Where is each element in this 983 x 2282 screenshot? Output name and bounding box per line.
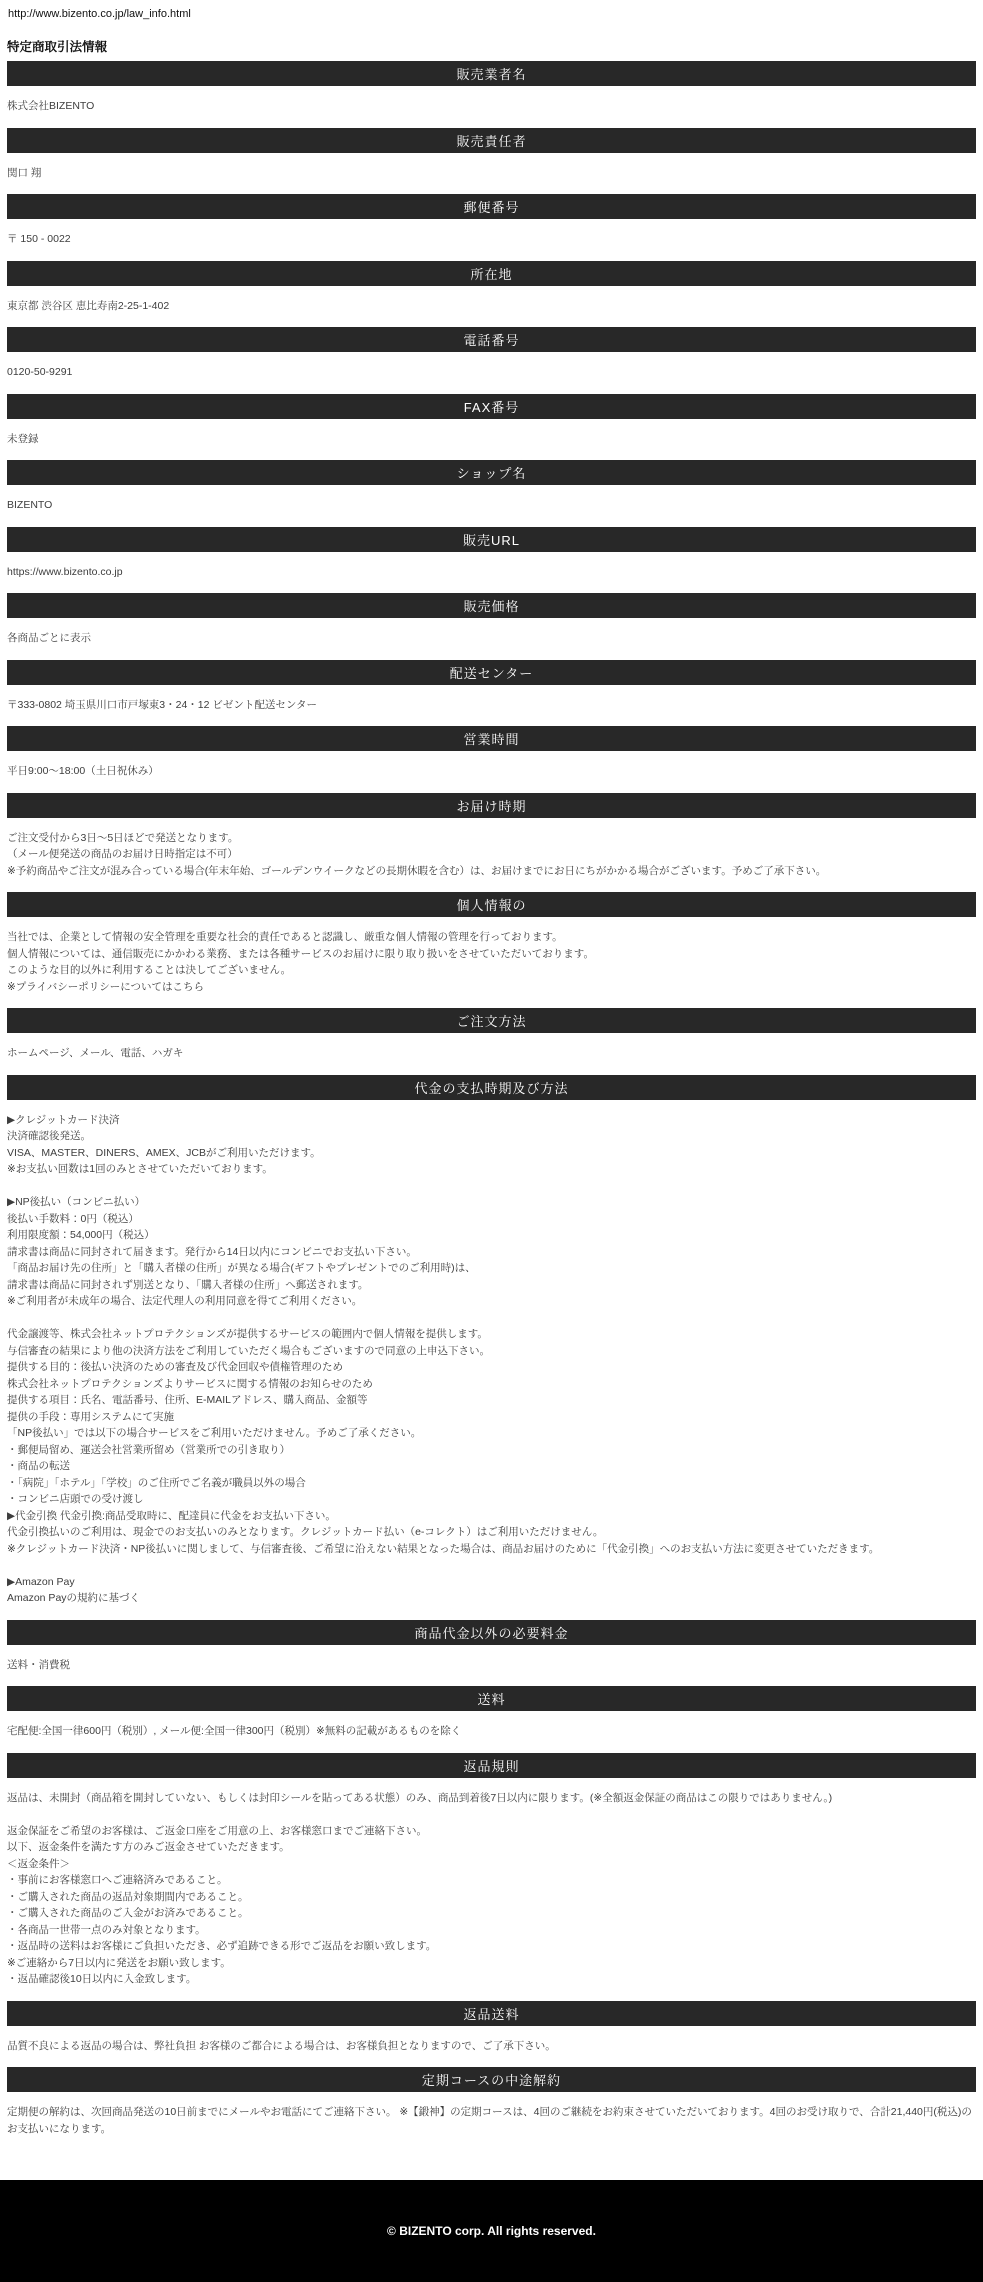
section-heading-bar: ご注文方法: [7, 1008, 976, 1033]
section-body: [7, 1711, 976, 1753]
section-text-line: 送料・消費税: [7, 1658, 70, 1671]
section-text-line: [7, 1806, 976, 1823]
section-body: [7, 1033, 976, 1075]
section-text-line: 宅配便:全国一律600円（税別）, メール便:全国一律300円（税別）※無料の記載があるものを除く: [7, 1725, 462, 1737]
section-text-line: 「商品お届け先の住所」と「購入者様の住所」が異なる場合(ギフトやプレゼントでのご利用時)は、: [7, 1262, 476, 1274]
section-text-line: ※予約商品やご注文が混み合っている場合(年末年始、ゴールデンウイークなどの長期休暇を含む）は、お届けまでにお日にちがかかる場合がございます。予めご了承下さい。: [7, 864, 827, 877]
section-heading-bar: 返品規則: [7, 1753, 976, 1778]
section-text-line: 各商品ごとに表示: [7, 632, 91, 644]
section-body: [7, 153, 976, 195]
section-heading-bar: 所在地: [7, 261, 976, 286]
section-text-line: ・ご購入された商品の返品対象期間内であること。: [7, 1890, 249, 1903]
section-text-line: 関口 翔: [7, 166, 42, 179]
info-section: [0, 2001, 983, 2068]
info-section: [0, 1753, 983, 2001]
section-heading-bar: 返品送料: [7, 2001, 976, 2026]
sections: [0, 61, 983, 2150]
section-text-line: 平日9:00～18:00（土日祝休み）: [7, 765, 159, 777]
section-text-line: [7, 1178, 976, 1195]
section-text-line: 後払い手数料：0円（税込）: [7, 1212, 139, 1225]
info-section: [0, 394, 983, 461]
section-text-line: 〒333-0802 埼玉県川口市戸塚東3・24・12 ビゼント配送センター: [7, 698, 317, 711]
section-text-line: 請求書は商品に同封されて届きます。発行から14日以内にコンビニでお支払い下さい。: [7, 1245, 417, 1258]
section-body: [7, 485, 976, 527]
info-section: [0, 194, 983, 261]
section-body: [7, 618, 976, 660]
section-body: [7, 86, 976, 128]
section-body: [7, 1778, 976, 2001]
section-text-line: ホームページ、メール、電話、ハガキ: [7, 1047, 184, 1059]
section-body: [7, 1645, 976, 1687]
section-text-line: 0120-50-9291: [7, 366, 73, 378]
section-heading-bar: 営業時間: [7, 726, 976, 751]
section-text-line: ・コンビニ店頭での受け渡し: [7, 1493, 144, 1505]
info-section: [0, 261, 983, 328]
section-heading-bar: ショップ名: [7, 460, 976, 485]
section-text-line: ・返品時の送料はお客様にご負担いただき、必ず追跡できる形でご返品をお願い致します。: [7, 1940, 437, 1952]
section-text-line: 「NP後払い」では以下の場合サービスをご利用いただけません。予めご了承ください。: [7, 1427, 422, 1439]
page-url-text: http://www.bizento.co.jp/law_info.html: [8, 8, 191, 20]
section-text-line: VISA、MASTER、DINERS、AMEX、JCBがご利用いただけます。: [7, 1146, 321, 1159]
section-heading-bar: 送料: [7, 1686, 976, 1711]
section-text-line: 返品は、未開封（商品箱を開封していない、もしくは封印シールを貼ってある状態）のみ、商品到着後7日以内に限ります。(※全額返金保証の商品はこの限りではありません。): [7, 1791, 833, 1804]
section-text-line: 株式会社BIZENTO: [7, 100, 95, 112]
info-section: [0, 61, 983, 128]
section-heading-bar: 個人情報の: [7, 892, 976, 917]
section-heading-bar: 販売価格: [7, 593, 976, 618]
section-text-line: ・商品の転送: [7, 1460, 70, 1472]
section-text-line: ※クレジットカード決済・NP後払いに関しまして、与信審査後、ご希望に沿えない結果となった場合は、商品お届けのために「代金引換」へのお支払い方法に変更させていただきます。: [7, 1542, 880, 1555]
section-heading-bar: FAX番号: [7, 394, 976, 419]
section-text-line: 未登録: [7, 432, 39, 445]
section-body: [7, 917, 976, 1008]
info-section: [0, 593, 983, 660]
section-body: [7, 818, 976, 893]
section-text-line: 提供する目的：後払い決済のための審査及び代金回収や債権管理のため: [7, 1361, 343, 1373]
section-body: [7, 2092, 976, 2150]
section-text-line: https://www.bizento.co.jp: [7, 565, 123, 578]
section-heading-bar: 配送センター: [7, 660, 976, 685]
section-text-line: ※プライバシーポリシーについてはこちら: [7, 980, 205, 993]
section-heading-bar: 電話番号: [7, 327, 976, 352]
section-text-line: 決済確認後発送。: [7, 1130, 91, 1142]
section-text-line: ・「病院」「ホテル」「学校」のご住所でご名義が職員以外の場合: [7, 1476, 306, 1489]
section-body: [7, 2026, 976, 2068]
section-text-line: 東京都 渋谷区 恵比寿南2-25-1-402: [7, 299, 170, 312]
section-heading-bar: 販売業者名: [7, 61, 976, 86]
section-text-line: 提供の手段：専用システムにて実施: [7, 1410, 174, 1423]
section-text-line: ・ご購入された商品のご入金がお済みであること。: [7, 1907, 249, 1919]
info-section: [0, 1008, 983, 1075]
info-section: [0, 527, 983, 594]
section-body: [7, 352, 976, 394]
info-section: [0, 892, 983, 1008]
section-text-line: 与信審査の結果により他の決済方法をご利用していただく場合もございますので同意の上申込下さい。: [7, 1344, 490, 1357]
section-heading-bar: 郵便番号: [7, 194, 976, 219]
info-section: [0, 1075, 983, 1620]
info-section: [0, 1620, 983, 1687]
section-text-line: 個人情報については、通信販売にかかわる業務、または各種サービスのお届けに限り取り扱いをさせていただいております。: [7, 947, 594, 960]
section-text-line: Amazon Payの規約に基づく: [7, 1592, 141, 1604]
section-heading-bar: 代金の支払時期及び方法: [7, 1075, 976, 1100]
section-text-line: 利用限度額：54,000円（税込）: [7, 1229, 155, 1241]
section-text-line: 提供する項目：氏名、電話番号、住所、E-MAILアドレス、購入商品、金額等: [7, 1394, 368, 1406]
info-section: [0, 460, 983, 527]
section-text-line: 返金保証をご希望のお客様は、ご返金口座をご用意の上、お客様窓口までご連絡下さい。: [7, 1824, 427, 1837]
section-text-line: ※ご利用者が未成年の場合、法定代理人の利用同意を得てご利用ください。: [7, 1295, 363, 1307]
section-text-line: [7, 1557, 976, 1574]
info-section: [0, 1686, 983, 1753]
section-heading-bar: 販売URL: [7, 527, 976, 552]
section-text-line: （メール便発送の商品のお届け日時指定は不可）: [7, 848, 238, 860]
section-body: [7, 685, 976, 727]
section-heading-bar: 定期コースの中途解約: [7, 2067, 976, 2092]
section-heading-bar: 販売責任者: [7, 128, 976, 153]
section-heading-bar: 商品代金以外の必要料金: [7, 1620, 976, 1645]
section-body: [7, 751, 976, 793]
info-section: [0, 726, 983, 793]
section-text-line: 〒 150 - 0022: [7, 233, 71, 245]
section-body: [7, 419, 976, 461]
section-heading-bar: お届け時期: [7, 793, 976, 818]
info-section: [0, 2067, 983, 2150]
section-text-line: ▶NP後払い（コンビニ払い）: [7, 1196, 146, 1208]
section-text-line: ・各商品一世帯一点のみ対象となります。: [7, 1923, 206, 1936]
copyright-text: © BIZENTO corp. All rights reserved.: [387, 2224, 596, 2238]
section-body: [7, 286, 976, 328]
section-text-line: 代金譲渡等、株式会社ネットプロテクションズが提供するサービスの範囲内で個人情報を提供します。: [7, 1328, 488, 1340]
section-text-line: 品質不良による返品の場合は、弊社負担 お客様のご都合による場合は、お客様負担となりますので、ご了承下さい。: [7, 2039, 556, 2052]
section-text-line: ・返品確認後10日以内に入金致します。: [7, 1973, 197, 1985]
section-body: [7, 1100, 976, 1620]
section-text-line: ※お支払い回数は1回のみとさせていただいております。: [7, 1163, 273, 1175]
section-text-line: 定期便の解約は、次回商品発送の10日前までにメールやお電話にてご連絡下さい。 ※【鍛神】の定期コースは、4回のご継続をお約束させていただいております。4回のお受け取りで、合計21,440円(税込)のお支払いになります。: [7, 2106, 972, 2135]
section-text-line: 株式会社ネットプロテクションズよりサービスに関する情報のお知らせのため: [7, 1377, 373, 1390]
info-section: [0, 327, 983, 394]
section-text-line: 請求書は商品に同封されず別送となり、「購入者様の住所」へ郵送されます。: [7, 1278, 369, 1291]
section-text-line: このような目的以外に利用することは決してございません。: [7, 964, 292, 976]
section-text-line: 以下、返金条件を満たす方のみご返金させていただきます。: [7, 1841, 290, 1853]
section-text-line: ＜返金条件＞: [7, 1857, 70, 1870]
section-text-line: BIZENTO: [7, 499, 53, 511]
section-body: [7, 552, 976, 594]
page-title: 特定商取引法情報: [7, 40, 108, 54]
info-section: [0, 660, 983, 727]
section-body: [7, 219, 976, 261]
info-section: [0, 793, 983, 893]
section-text-line: ・事前にお客様窓口へご連絡済みであること。: [7, 1874, 228, 1886]
section-text-line: ご注文受付から3日～5日ほどで発送となります。: [7, 831, 239, 844]
section-text-line: ※ご連絡から7日以内に発送をお願い致します。: [7, 1956, 231, 1969]
section-text-line: ▶代金引換 代金引換:商品受取時に、配達員に代金をお支払い下さい。: [7, 1509, 336, 1522]
section-text-line: ▶クレジットカード決済: [7, 1113, 120, 1126]
section-text-line: 代金引換払いのご利用は、現金でのお支払いのみとなります。クレジットカード払い（e-コレクト）はご利用いただけません。: [7, 1526, 604, 1538]
section-text-line: ▶Amazon Pay: [7, 1575, 75, 1588]
section-text-line: 当社では、企業として情報の安全管理を重要な社会的責任であると認識し、厳重な個人情報の管理を行っております。: [7, 931, 563, 943]
info-section: [0, 128, 983, 195]
section-text-line: ・郵便局留め、運送会社営業所留め（営業所での引き取り）: [7, 1443, 291, 1456]
section-text-line: [7, 1310, 976, 1327]
